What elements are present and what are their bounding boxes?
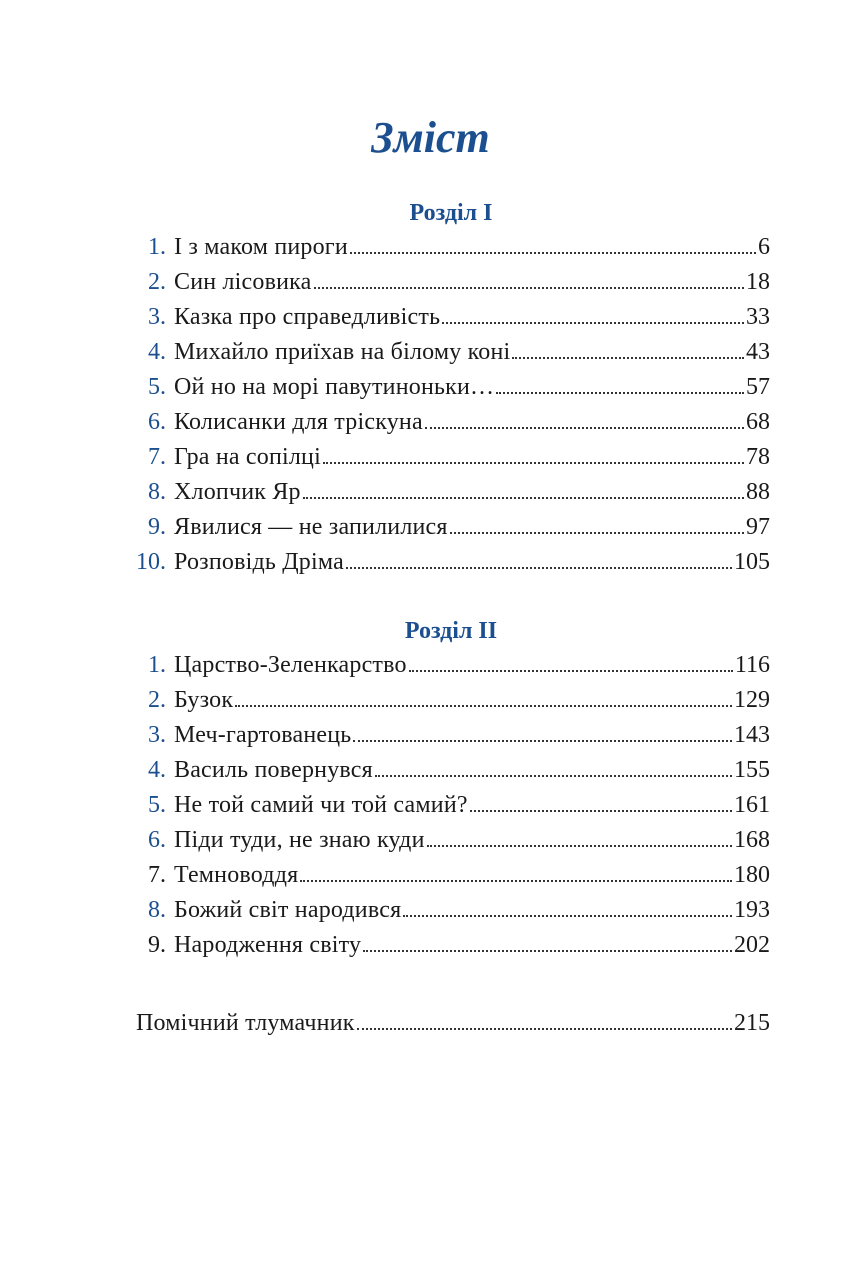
entry-page: 68 <box>746 409 770 435</box>
dot-leader <box>496 392 744 394</box>
entry-page: 105 <box>734 549 770 575</box>
entry-number: 10. <box>136 549 166 575</box>
toc-entry[interactable] <box>132 893 770 928</box>
dot-leader <box>375 775 732 777</box>
entry-number: 7. <box>148 862 166 888</box>
entry-page: 116 <box>734 652 770 678</box>
dot-leader <box>363 950 732 952</box>
dot-leader <box>470 810 732 812</box>
entry-number: 1. <box>148 234 166 260</box>
toc-entry[interactable] <box>132 265 770 300</box>
entry-title: Син лісовика <box>174 269 312 295</box>
page-title: Зміст <box>371 113 490 162</box>
dot-leader <box>442 322 744 324</box>
entry-page: 129 <box>734 687 770 713</box>
entry-title: Меч-гартованець <box>174 722 352 748</box>
section-2 <box>132 614 770 963</box>
entry-page: 155 <box>734 757 770 783</box>
entry-title: Розповідь Дріма <box>174 549 344 575</box>
dot-leader <box>350 252 756 254</box>
entry-title: Божий світ народився <box>174 897 402 923</box>
entry-page: 168 <box>734 827 770 853</box>
glossary-section <box>136 1006 770 1041</box>
entry-title: Казка про справедливість <box>174 304 441 330</box>
entry-page: 161 <box>734 792 770 818</box>
entry-page: 143 <box>734 722 770 748</box>
toc-entry[interactable] <box>132 545 770 580</box>
entry-number: 9. <box>148 932 166 958</box>
dot-leader <box>323 462 744 464</box>
entry-title: Не той самий чи той самий? <box>174 792 468 818</box>
entry-number: 4. <box>148 339 166 365</box>
toc-entry[interactable] <box>132 405 770 440</box>
entry-title: Бузок <box>174 687 234 713</box>
entry-title: Піди туди, не знаю куди <box>174 827 425 853</box>
dot-leader <box>300 880 732 882</box>
entry-title: Гра на сопілці <box>174 444 321 470</box>
toc-entry[interactable] <box>132 300 770 335</box>
dot-leader <box>353 740 732 742</box>
toc-entry[interactable] <box>132 648 770 683</box>
entry-page: 88 <box>746 479 770 505</box>
toc-entry[interactable] <box>132 928 770 963</box>
dot-leader <box>235 705 732 707</box>
dot-leader <box>450 532 744 534</box>
toc-list <box>132 648 770 963</box>
dot-leader <box>512 357 744 359</box>
entry-number: 7. <box>148 444 166 470</box>
toc-list <box>132 230 770 580</box>
toc-entry[interactable] <box>132 788 770 823</box>
entry-number: 8. <box>148 479 166 505</box>
entry-page: 193 <box>734 897 770 923</box>
toc-entry[interactable] <box>132 230 770 265</box>
entry-title: Явилися — не запилилися <box>174 514 448 540</box>
entry-title: Темноводдя <box>174 862 299 888</box>
entry-title: Василь повернувся <box>174 757 373 783</box>
entry-title: Царство-Зеленкарство <box>174 652 407 678</box>
entry-page: 180 <box>734 862 770 888</box>
dot-leader <box>427 845 732 847</box>
section-heading: Розділ II <box>404 618 498 644</box>
dot-leader <box>425 427 744 429</box>
toc-entry[interactable] <box>132 753 770 788</box>
glossary-entry[interactable] <box>136 1006 770 1041</box>
entry-title: І з маком пироги <box>174 234 348 260</box>
toc-entry[interactable] <box>132 335 770 370</box>
entry-page: 18 <box>746 269 770 295</box>
toc-entry[interactable] <box>132 440 770 475</box>
entry-page: 78 <box>746 444 770 470</box>
entry-number: 8. <box>148 897 166 923</box>
entry-number: 6. <box>148 827 166 853</box>
toc-entry[interactable] <box>132 683 770 718</box>
dot-leader <box>346 567 732 569</box>
dot-leader <box>314 287 744 289</box>
toc-entry[interactable] <box>132 858 770 893</box>
entry-number: 6. <box>148 409 166 435</box>
entry-page: 97 <box>746 514 770 540</box>
entry-number: 9. <box>148 514 166 540</box>
entry-page: 57 <box>746 374 770 400</box>
entry-number: 3. <box>148 304 166 330</box>
dot-leader <box>303 497 744 499</box>
entry-title: Ой но на морі павутиноньки… <box>174 374 495 400</box>
entry-number: 5. <box>148 374 166 400</box>
glossary-title: Помічний тлумачник <box>136 1010 355 1036</box>
toc-entry[interactable] <box>132 510 770 545</box>
dot-leader <box>403 915 732 917</box>
toc-entry[interactable] <box>132 370 770 405</box>
entry-number: 3. <box>148 722 166 748</box>
dot-leader <box>409 670 733 672</box>
toc-entry[interactable] <box>132 823 770 858</box>
entry-page: 6 <box>758 234 770 260</box>
dot-leader <box>357 1028 732 1030</box>
entry-title: Народження світу <box>174 932 362 958</box>
glossary-page: 215 <box>734 1010 770 1036</box>
entry-number: 2. <box>148 687 166 713</box>
entry-page: 33 <box>746 304 770 330</box>
toc-entry[interactable] <box>132 718 770 753</box>
toc-entry[interactable] <box>132 475 770 510</box>
entry-title: Хлопчик Яр <box>174 479 301 505</box>
entry-page: 202 <box>734 932 770 958</box>
entry-number: 5. <box>148 792 166 818</box>
entry-number: 1. <box>148 652 166 678</box>
entry-number: 2. <box>148 269 166 295</box>
entry-title: Михайло приїхав на білому коні <box>174 339 511 365</box>
entry-number: 4. <box>148 757 166 783</box>
entry-page: 43 <box>746 339 770 365</box>
section-1 <box>132 196 770 580</box>
entry-title: Колисанки для тріскуна <box>174 409 423 435</box>
section-heading: Розділ I <box>409 200 493 226</box>
